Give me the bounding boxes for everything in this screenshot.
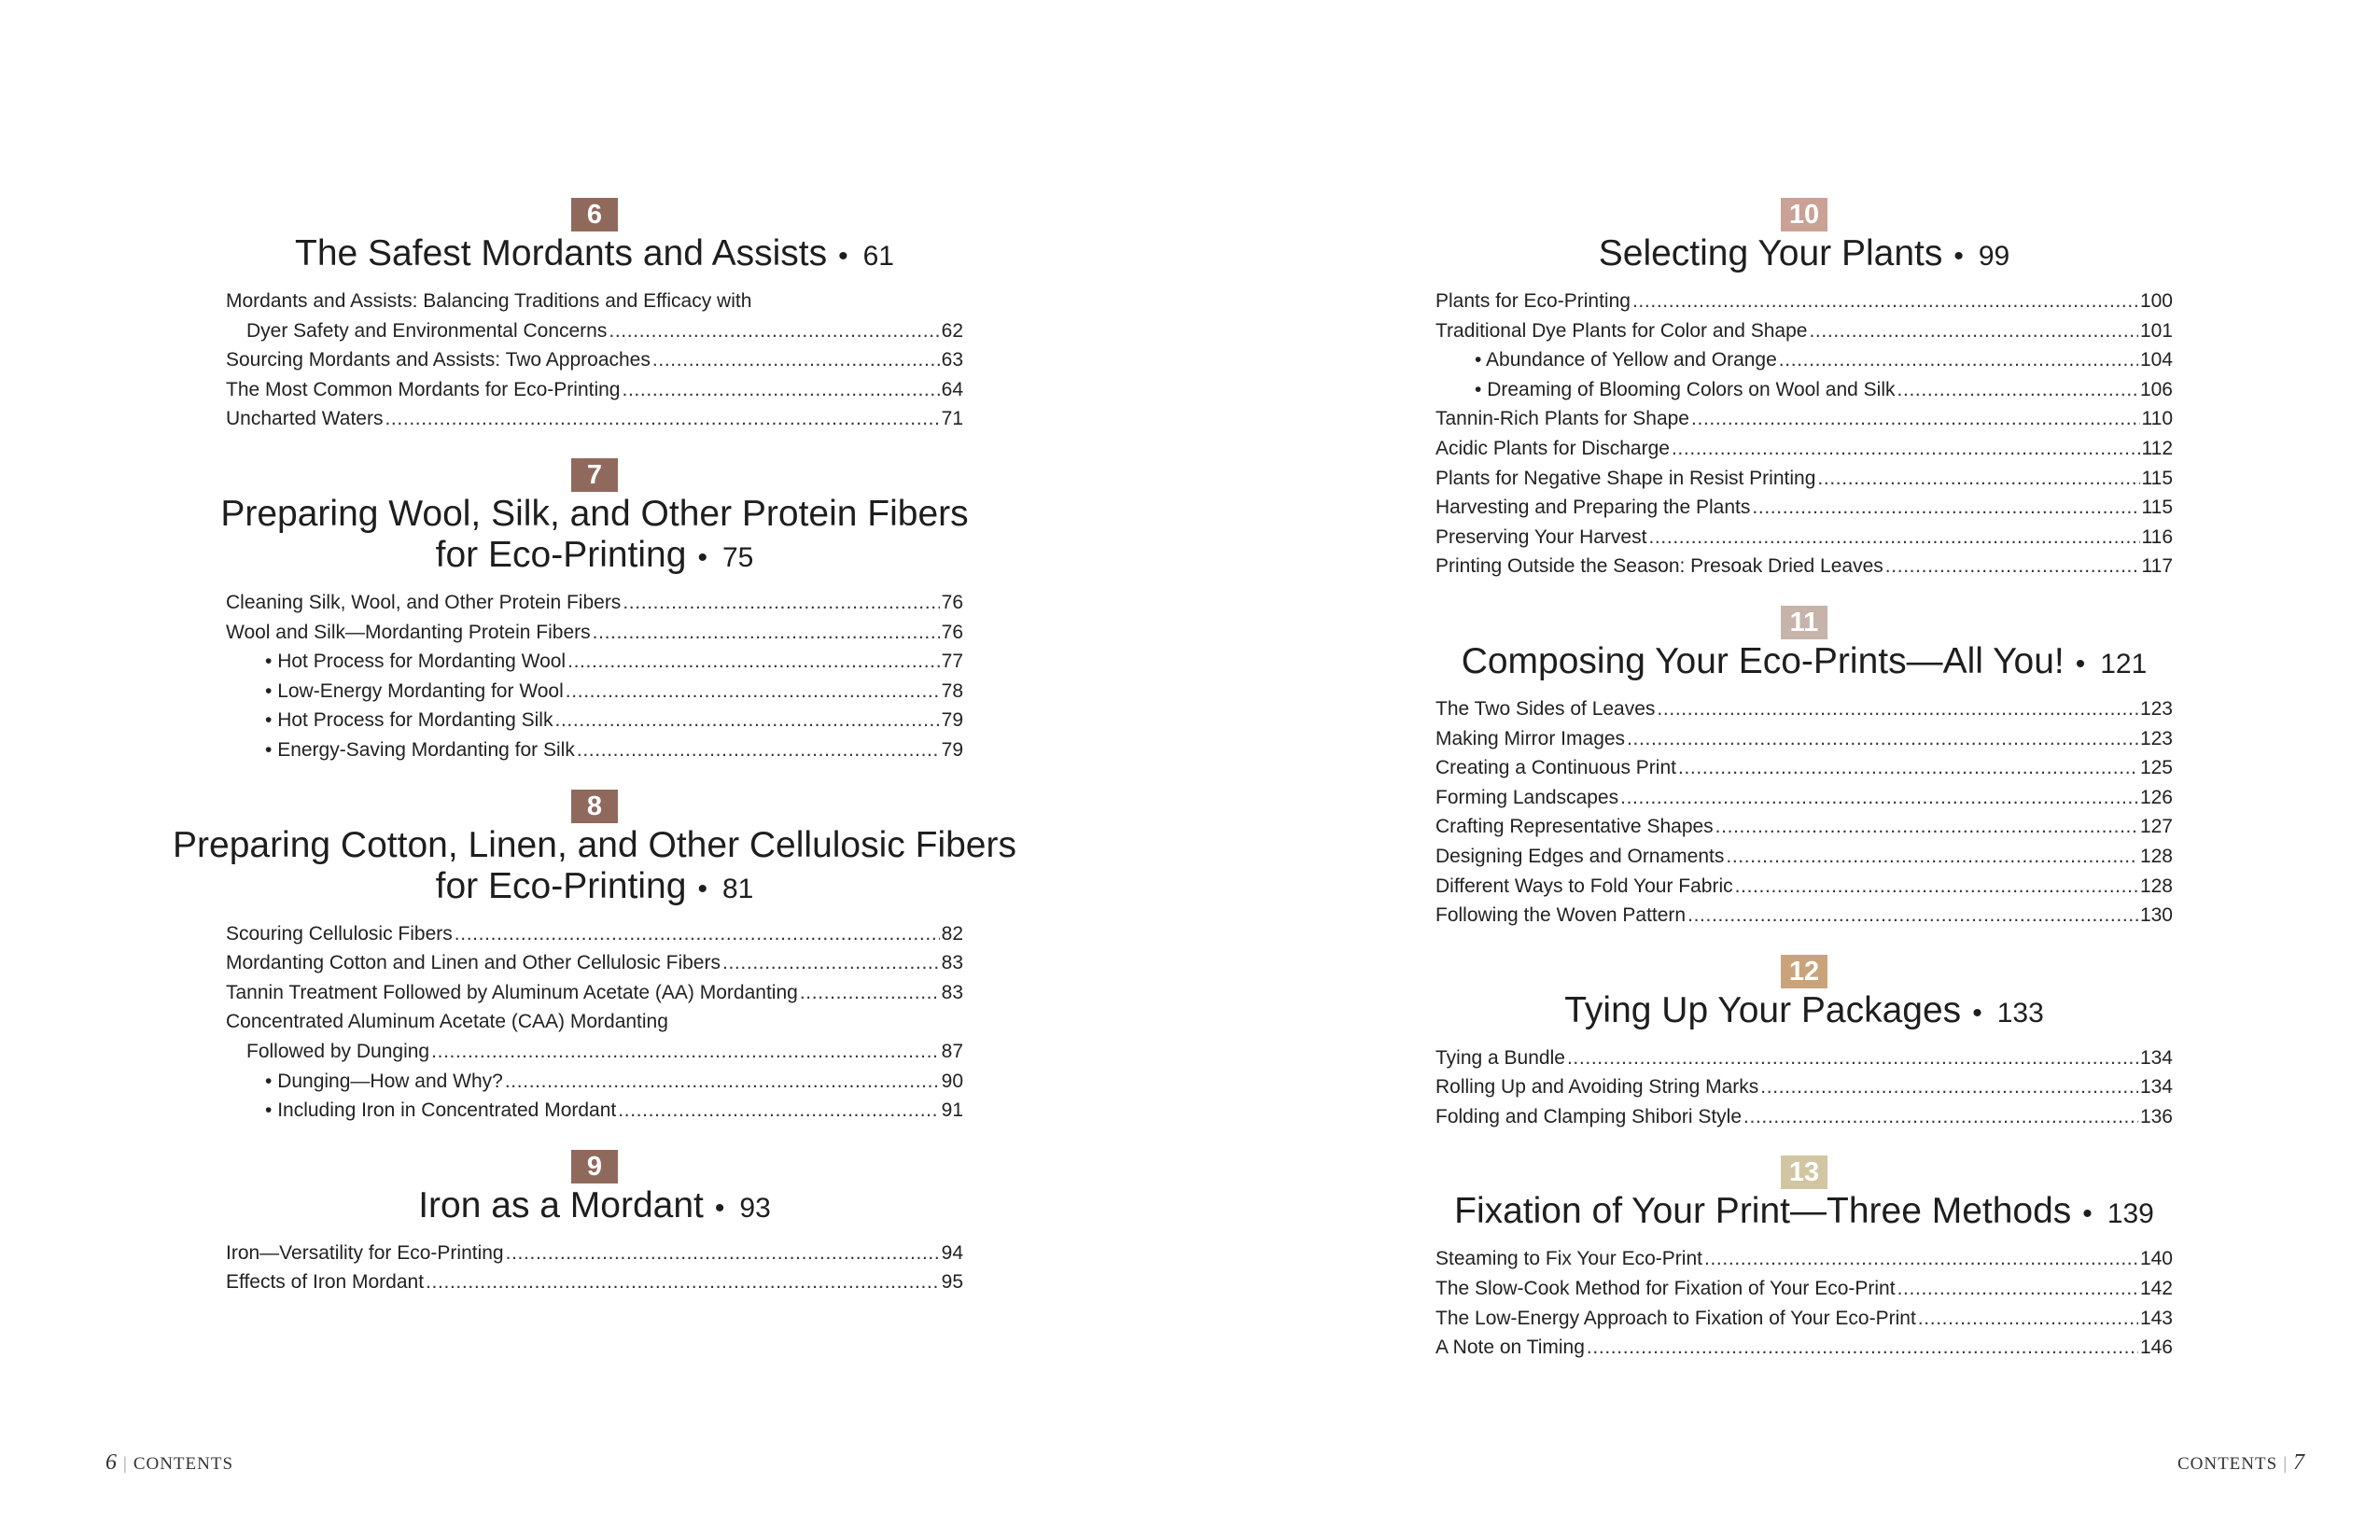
bullet-separator: •	[838, 241, 848, 272]
dot-leader	[431, 1037, 940, 1067]
toc-entry-title: Iron—Versatility for Eco-Printing	[226, 1241, 504, 1264]
toc-entry	[226, 375, 963, 405]
dot-leader	[623, 588, 939, 618]
dot-leader	[593, 618, 940, 648]
toc-entry-title: Scouring Cellulosic Fibers	[226, 922, 453, 945]
chapter-spacer	[226, 434, 963, 458]
toc-entry	[226, 618, 963, 648]
chapter-entry-list	[1435, 1043, 2173, 1132]
toc-entry	[1435, 1274, 2173, 1304]
chapter-number-wrap	[226, 458, 963, 492]
toc-entry	[226, 287, 963, 316]
left-page-number: 6	[105, 1450, 118, 1475]
toc-entry-page: 100	[2139, 290, 2173, 312]
chapter-page-number: 133	[1996, 997, 2044, 1029]
chapter-number-wrap	[226, 198, 963, 231]
chapter-title-line: Selecting Your Plants	[1598, 233, 1943, 273]
chapter-title	[1295, 233, 2313, 277]
toc-entry-title: Steaming to Fix Your Eco-Print	[1435, 1248, 1702, 1270]
toc-entry-title: Tannin-Rich Plants for Shape	[1435, 408, 1689, 430]
toc-entry-title: Wool and Silk—Mordanting Protein Fibers	[226, 621, 591, 643]
chapter-title	[1295, 990, 2313, 1034]
chapter-entry-list	[1435, 694, 2173, 931]
toc-entry-page: 106	[2139, 378, 2173, 400]
chapter-entry-list	[226, 287, 963, 434]
chapter-number-badge: 6	[571, 198, 618, 231]
toc-entry-title: Crafting Representative Shapes	[1435, 816, 1714, 838]
toc-entry-title: Cleaning Silk, Wool, and Other Protein Fibers	[226, 591, 622, 613]
dot-leader	[1620, 783, 2138, 813]
toc-entry-page: 63	[941, 349, 963, 371]
dot-leader	[506, 1239, 940, 1268]
chapter-entry-list	[1435, 287, 2173, 581]
toc-entry-page: 126	[2139, 786, 2173, 808]
chapter-13	[1435, 1131, 2173, 1362]
toc-entry	[1435, 901, 2173, 931]
toc-entry	[1435, 1333, 2173, 1363]
toc-entry-title: Folding and Clamping Shibori Style	[1435, 1105, 1743, 1127]
chapter-title	[86, 825, 1103, 910]
toc-entry-title: Uncharted Waters	[226, 408, 384, 430]
toc-entry-title: Following the Woven Pattern	[1435, 904, 1687, 927]
toc-entry-title: Creating a Continuous Print	[1435, 757, 1676, 779]
chapter-spacer	[1435, 581, 2173, 606]
toc-entry-title: • Dreaming of Blooming Colors on Wool and Silk	[1475, 375, 1896, 405]
chapter-number-wrap	[1435, 606, 2173, 639]
dot-leader	[1743, 1102, 2138, 1132]
toc-entry-page: 104	[2139, 349, 2173, 371]
toc-entry	[1435, 1244, 2173, 1274]
toc-entry-page: 76	[941, 621, 963, 643]
chapter-number-wrap	[1435, 1155, 2173, 1189]
chapter-title-line: Fixation of Your Print—Three Methods	[1454, 1191, 2072, 1232]
toc-entry-page: 116	[2141, 525, 2173, 548]
toc-entry-title: Different Ways to Fold Your Fabric	[1435, 875, 1733, 897]
toc-entry-page: 94	[941, 1241, 963, 1264]
dot-leader	[1648, 523, 2139, 553]
dot-leader	[1897, 375, 2138, 405]
chapter-6	[226, 198, 963, 434]
chapter-spacer	[1435, 931, 2173, 955]
toc-entry-title: • Abundance of Yellow and Orange	[1475, 345, 1777, 375]
bullet-separator: •	[2082, 1198, 2093, 1230]
right-page-number: 7	[2293, 1450, 2305, 1475]
toc-entry	[226, 345, 963, 375]
toc-entry-title: • Hot Process for Mordanting Silk	[265, 706, 553, 735]
toc-entry	[226, 1267, 963, 1297]
toc-entry	[226, 404, 963, 434]
toc-entry	[1435, 552, 2173, 581]
dot-leader	[1735, 872, 2138, 902]
chapter-title	[86, 494, 1103, 579]
toc-entry-page: 78	[941, 679, 963, 702]
toc-entry-page: 82	[941, 922, 963, 945]
chapter-title-line: Preparing Wool, Silk, and Other Protein Fibers	[220, 493, 969, 534]
chapter-spacer	[226, 1126, 963, 1150]
dot-leader	[1657, 694, 2138, 724]
dot-leader	[1817, 464, 2139, 494]
chapter-number-badge: 13	[1781, 1155, 1827, 1189]
dot-leader	[554, 706, 939, 735]
chapter-page-number: 81	[721, 873, 754, 904]
toc-entry-page: 140	[2139, 1248, 2173, 1270]
left-page-footer: 6 | CONTENTS	[105, 1450, 234, 1475]
chapter-number-wrap	[1435, 955, 2173, 988]
chapter-page-number: 121	[2100, 648, 2148, 679]
toc-entry	[1435, 694, 2173, 724]
dot-leader	[1567, 1043, 2138, 1073]
toc-entry	[226, 706, 963, 735]
toc-entry-page: 101	[2139, 319, 2173, 342]
toc-entry-page: 79	[941, 738, 963, 761]
dot-leader	[1885, 552, 2140, 581]
toc-entry	[226, 1067, 963, 1097]
chapter-title-line: Iron as a Mordant	[418, 1184, 704, 1225]
toc-entry	[226, 735, 963, 765]
toc-entry	[1435, 345, 2173, 375]
chapter-title	[86, 1185, 1103, 1229]
chapter-title	[1295, 1191, 2313, 1235]
toc-entry-title: Acidic Plants for Discharge	[1435, 437, 1670, 459]
toc-entry-page: 112	[2141, 437, 2173, 459]
chapter-page-number: 99	[1978, 241, 2010, 272]
toc-entry-page: 77	[941, 651, 963, 673]
dot-leader	[505, 1067, 940, 1097]
toc-entry-title: • Dunging—How and Why?	[265, 1067, 503, 1097]
chapter-12	[1435, 931, 2173, 1132]
toc-entry-page: 62	[941, 319, 963, 342]
dot-leader	[1715, 812, 2138, 842]
chapter-entry-list	[1435, 1244, 2173, 1362]
toc-entry	[226, 1239, 963, 1268]
toc-entry-page: 76	[941, 591, 963, 613]
dot-leader	[1687, 901, 2138, 931]
toc-entry-page: 123	[2139, 727, 2173, 749]
toc-entry	[1435, 404, 2173, 434]
toc-entry	[226, 588, 963, 618]
chapter-title-line: The Safest Mordants and Assists	[295, 233, 828, 273]
toc-entry	[1435, 464, 2173, 494]
dot-leader	[1672, 434, 2140, 464]
toc-entry	[1435, 753, 2173, 783]
bullet-separator: •	[697, 873, 707, 904]
dot-leader	[1918, 1304, 2138, 1334]
toc-entry-page: 83	[941, 952, 963, 974]
left-page-toc	[173, 198, 1016, 1297]
toc-entry-title: Preserving Your Harvest	[1435, 525, 1647, 548]
dot-leader	[1897, 1274, 2138, 1304]
chapter-entry-list	[226, 1239, 963, 1297]
toc-entry-page: 64	[941, 378, 963, 400]
chapter-page-number: 75	[721, 541, 754, 573]
toc-entry-title: Tannin Treatment Followed by Aluminum Acetate (AA) Mordanting	[226, 981, 798, 1003]
chapter-number-badge: 10	[1781, 198, 1827, 231]
toc-entry-title: Plants for Eco-Printing	[1435, 290, 1631, 312]
chapter-page-number: 61	[862, 241, 894, 272]
dot-leader	[1779, 345, 2138, 375]
toc-entry	[1435, 375, 2173, 405]
toc-entry-page: 71	[941, 408, 963, 430]
toc-entry-title: Effects of Iron Mordant	[226, 1271, 425, 1294]
toc-entry-page: 79	[941, 709, 963, 732]
dot-leader	[567, 647, 940, 677]
chapter-9	[226, 1126, 963, 1297]
right-page-footer: CONTENTS | 7	[2177, 1450, 2305, 1475]
toc-entry	[1435, 1304, 2173, 1334]
chapter-entry-list	[226, 588, 963, 765]
dot-leader	[426, 1267, 940, 1297]
bullet-separator: •	[697, 541, 707, 573]
toc-entry-page: 95	[941, 1271, 963, 1294]
toc-entry-title: Printing Outside the Season: Presoak Dried Leaves	[1435, 555, 1883, 578]
chapter-7	[220, 434, 969, 765]
chapter-10	[1435, 198, 2173, 581]
toc-entry-page: 117	[2141, 555, 2173, 578]
dot-leader	[800, 978, 940, 1008]
toc-entry-page: 91	[941, 1099, 963, 1122]
right-running-head: CONTENTS	[2177, 1454, 2278, 1474]
chapter-page-number: 139	[2107, 1198, 2154, 1230]
bullet-separator: •	[2075, 648, 2086, 679]
dot-leader	[566, 677, 940, 707]
chapter-number-badge: 8	[571, 790, 618, 823]
left-running-head: CONTENTS	[133, 1454, 234, 1474]
toc-entry-page: 87	[941, 1040, 963, 1062]
toc-entry-title: A Note on Timing	[1435, 1337, 1585, 1359]
toc-entry-title: Tying a Bundle	[1435, 1046, 1565, 1069]
right-page-toc	[1435, 198, 2173, 1363]
toc-entry	[1435, 872, 2173, 902]
dot-leader	[1760, 1072, 2138, 1102]
toc-entry-title: Concentrated Aluminum Acetate (CAA) Mordanting	[226, 1011, 668, 1033]
chapter-entry-list	[226, 919, 963, 1126]
dot-leader	[622, 375, 939, 405]
toc-entry-title: Traditional Dye Plants for Color and Shape	[1435, 319, 1808, 342]
toc-entry	[1435, 1043, 2173, 1073]
toc-entry-page: 115	[2141, 467, 2173, 489]
dot-leader	[1587, 1333, 2138, 1363]
toc-entry-title: Making Mirror Images	[1435, 727, 1626, 749]
chapter-title-line: Preparing Cotton, Linen, and Other Cellulosic Fibers	[173, 824, 1016, 865]
chapter-title-line: Tying Up Your Packages	[1564, 989, 1962, 1030]
toc-entry-title: • Energy-Saving Mordanting for Silk	[265, 735, 575, 765]
toc-entry-page: 134	[2139, 1046, 2173, 1069]
toc-entry-page: 115	[2141, 497, 2173, 519]
toc-entry-page: 128	[2139, 875, 2173, 897]
toc-entry-title: • Low-Energy Mordanting for Wool	[265, 677, 564, 707]
toc-entry-title: The Two Sides of Leaves	[1435, 697, 1656, 720]
dot-leader	[1704, 1244, 2138, 1274]
toc-entry	[1435, 316, 2173, 346]
toc-entry-page: 136	[2139, 1105, 2173, 1127]
toc-entry	[226, 1007, 963, 1037]
chapter-title-line: for Eco-Printing	[435, 534, 687, 575]
toc-entry-title: The Slow-Cook Method for Fixation of Your Eco-Print	[1435, 1278, 1896, 1300]
toc-entry	[226, 677, 963, 707]
toc-entry-page: 127	[2139, 816, 2173, 838]
dot-leader	[577, 735, 940, 765]
toc-entry-page: 142	[2139, 1278, 2173, 1300]
toc-entry-title: • Including Iron in Concentrated Mordant	[265, 1096, 616, 1126]
bullet-separator: •	[1953, 241, 1964, 272]
toc-entry-page: 123	[2139, 697, 2173, 720]
toc-entry	[1435, 493, 2173, 523]
toc-entry-title: Plants for Negative Shape in Resist Printing	[1435, 467, 1816, 489]
toc-entry	[226, 919, 963, 949]
dot-leader	[1809, 316, 2138, 346]
toc-entry-page: 130	[2139, 904, 2173, 927]
toc-entry-title: Forming Landscapes	[1435, 786, 1619, 808]
toc-entry-title: Mordanting Cotton and Linen and Other Cellulosic Fibers	[226, 952, 721, 974]
chapter-spacer	[1435, 1131, 2173, 1155]
toc-entry-title: The Most Common Mordants for Eco-Printing	[226, 378, 621, 400]
dot-leader	[1632, 287, 2138, 316]
chapter-number-badge: 9	[571, 1150, 618, 1183]
dot-leader	[1726, 842, 2138, 872]
chapter-number-badge: 12	[1781, 955, 1827, 988]
toc-entry	[1435, 287, 2173, 316]
chapter-number-wrap	[226, 1150, 963, 1183]
toc-entry	[226, 1037, 963, 1067]
dot-leader	[455, 919, 940, 949]
toc-entry	[1435, 523, 2173, 553]
toc-entry	[1435, 434, 2173, 464]
bullet-separator: •	[714, 1192, 725, 1224]
toc-entry-title: Dyer Safety and Environmental Concerns	[246, 319, 608, 342]
toc-entry-page: 125	[2139, 757, 2173, 779]
toc-entry-page: 143	[2139, 1307, 2173, 1329]
toc-entry-page: 83	[941, 981, 963, 1003]
dot-leader	[385, 404, 939, 434]
toc-entry	[226, 948, 963, 978]
dot-leader	[609, 316, 939, 346]
toc-entry	[1435, 812, 2173, 842]
toc-entry	[1435, 1072, 2173, 1102]
toc-entry-title: Mordants and Assists: Balancing Traditions and Efficacy with	[226, 290, 752, 312]
bullet-separator: •	[1972, 997, 1982, 1029]
toc-entry	[226, 1096, 963, 1126]
toc-entry	[226, 647, 963, 677]
dot-leader	[652, 345, 940, 375]
toc-entry-page: 128	[2139, 845, 2173, 867]
toc-entry-title: Sourcing Mordants and Assists: Two Approaches	[226, 349, 651, 371]
toc-entry	[1435, 724, 2173, 754]
dot-leader	[618, 1096, 939, 1126]
chapter-number-wrap	[1435, 198, 2173, 231]
dot-leader	[1752, 493, 2139, 523]
chapter-11	[1435, 581, 2173, 931]
toc-entry	[1435, 783, 2173, 813]
toc-entry-page: 110	[2141, 408, 2173, 430]
chapter-number-wrap	[226, 790, 963, 823]
chapter-title-line: Composing Your Eco-Prints—All You!	[1461, 640, 2065, 681]
toc-entry-page: 90	[941, 1070, 963, 1092]
chapter-8	[173, 765, 1016, 1126]
toc-entry	[1435, 842, 2173, 872]
toc-entry-page: 146	[2139, 1337, 2173, 1359]
dot-leader	[1627, 724, 2138, 754]
chapter-title	[86, 233, 1103, 277]
toc-entry-title: Rolling Up and Avoiding String Marks	[1435, 1076, 1759, 1099]
toc-entry-page: 134	[2139, 1076, 2173, 1099]
toc-entry	[1435, 1102, 2173, 1132]
toc-entry	[226, 316, 963, 346]
toc-entry-title: Harvesting and Preparing the Plants	[1435, 497, 1751, 519]
chapter-page-number: 93	[739, 1192, 771, 1224]
dot-leader	[1691, 404, 2140, 434]
chapter-number-badge: 11	[1781, 606, 1827, 639]
chapter-number-badge: 7	[571, 458, 618, 492]
dot-leader	[722, 948, 940, 978]
chapter-spacer	[226, 765, 963, 790]
toc-entry-title: Followed by Dunging	[246, 1040, 430, 1062]
toc-entry-title: • Hot Process for Mordanting Wool	[265, 647, 566, 677]
toc-entry-title: Designing Edges and Ornaments	[1435, 845, 1725, 867]
chapter-title-line: for Eco-Printing	[435, 865, 687, 906]
dot-leader	[1678, 753, 2138, 783]
chapter-title	[1295, 641, 2313, 685]
toc-entry	[226, 978, 963, 1008]
toc-entry-title: The Low-Energy Approach to Fixation of Your Eco-Print	[1435, 1307, 1916, 1329]
